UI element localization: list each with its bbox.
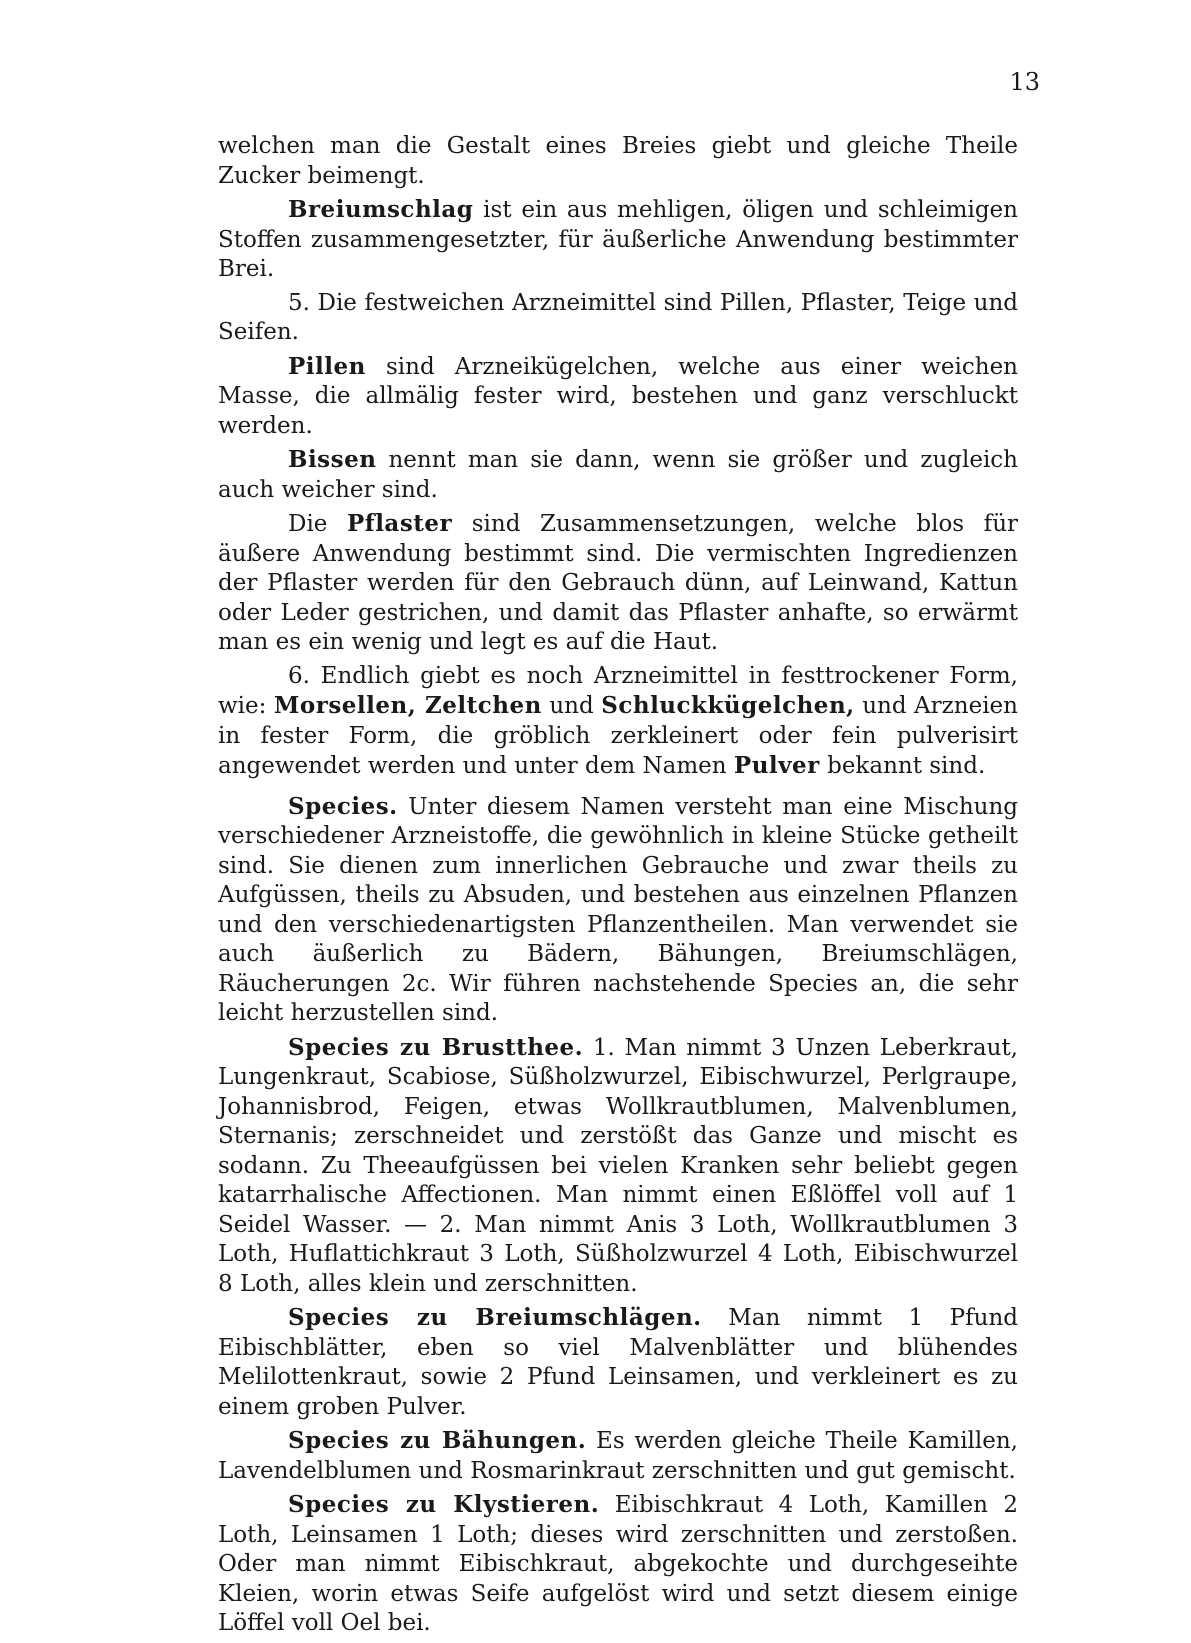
paragraph-text: Man nimmt 1 Pfund Eibischblätter, eben so viel Malvenblätter und blühendes Melilottenkraut, sowie 2 Pfund Leinsamen, und verkleinert es zu einem groben Pulver.	[218, 1305, 1018, 1420]
term-species-brustthee: Species zu Brustthee.	[288, 1033, 584, 1061]
term-pillen: Pillen	[288, 352, 366, 380]
page-number: 13	[1009, 68, 1040, 96]
body-text	[218, 132, 1018, 1643]
term-breiumschlag: Breiumschlag	[288, 196, 474, 223]
paragraph-text: ist ein aus mehligen, öligen und schleimigen Stoffen zusammengesetzter, für äußerliche Anwendung bestimmter Brei.	[218, 197, 1018, 282]
term-species-baehungen: Species zu Bähungen.	[288, 1427, 587, 1454]
paragraph-text: 1. Man nimmt 3 Unzen Leberkraut, Lungenkraut, Scabiose, Süßholzwurzel, Eibischwurzel, Perlgraupe, Johannisbrod, Feigen, etwas Wollkrautblumen, Malvenblumen, Sternanis; zerschneidet und zerstößt das Ganze und mischt es sodann. Zu Theeaufgüssen bei vielen Kranken sehr beliebt gegen katarrhalische Affectionen. Man nimmt einen Eßlöffel voll auf 1 Seidel Wasser. — 2. Man nimmt Anis 3 Loth, Wollkrautblumen 3 Loth, Huflattichkraut 3 Loth, Süßholzwurzel 4 Loth, Eibischwurzel 8 Loth, alles klein und zerschnitten.	[218, 1034, 1018, 1297]
paragraph-text: und Arzneien in fester Form, die gröblich zerkleinert oder fein pulverisirt angewendet werden und unter dem Namen	[218, 693, 1018, 779]
paragraph-breiumschlaegen	[218, 1303, 1018, 1422]
term-species-klystieren: Species zu Klystieren.	[288, 1491, 600, 1518]
paragraph-text: nennt man sie dann, wenn sie größer und zugleich auch weicher sind.	[218, 447, 1018, 503]
paragraph-text: und	[541, 693, 602, 719]
paragraph-text: welchen man die Gestalt eines Breies giebt und gleiche Theile Zucker beimengt.	[218, 133, 1018, 189]
paragraph-text: Eibischkraut 4 Loth, Kamillen 2 Loth, Leinsamen 1 Loth; dieses wird zerschnitten und zerstoßen. Oder man nimmt Eibischkraut, abgekochte und durchgeseihte Kleien, worin etwas Seife aufgelöst wird und setzt diesem einige Löffel voll Oel bei.	[218, 1492, 1018, 1636]
paragraph-text: Unter diesem Namen versteht man eine Mischung verschiedener Arzneistoffe, die gewöhnlich in kleine Stücke getheilt sind. Sie dienen zum innerlichen Gebrauche und zwar theils zu Aufgüssen, theils zu Absuden, und bestehen aus einzelnen Pflanzen und den verschiedenartigsten Pflanzentheilen. Man verwendet sie auch äußerlich zu Bädern, Bähungen, Breiumschlägen, Räucherungen 2c. Wir führen nachstehende Species an, die sehr leicht herzustellen sind.	[218, 793, 1018, 1026]
paragraph-text: 6. Endlich giebt es noch Arzneimittel in festtrockener Form, wie:	[218, 662, 1018, 719]
paragraph-text: Die	[288, 511, 347, 537]
paragraph-text: Es werden gleiche Theile Kamillen, Lavendelblumen und Rosmarinkraut zerschnitten und gut gemischt.	[218, 1428, 1018, 1484]
term-pflaster: Pflaster	[347, 510, 453, 537]
paragraph-bissen	[218, 445, 1018, 505]
paragraph-festtrockene	[218, 662, 1018, 782]
term-bissen: Bissen	[288, 446, 377, 473]
paragraph-klystieren	[218, 1490, 1018, 1639]
paragraph-text: 5. Die festweichen Arzneimittel sind Pillen, Pflaster, Teige und Seifen.	[218, 289, 1018, 345]
paragraph-text: sind Zusammensetzungen, welche blos für äußere Anwendung bestimmt sind. Die vermischten Ingredienzen der Pflaster werden für den Gebrauch dünn, auf Leinwand, Kattun oder Leder gestrichen, und damit das Pflaster anhafte, so erwärmt man es ein wenig und legt es auf die Haut.	[218, 511, 1018, 655]
paragraph-festweiche	[218, 289, 1018, 348]
paragraph-text: bekannt sind.	[819, 753, 986, 779]
term-species: Species.	[288, 792, 398, 820]
term-morsellen: Morsellen, Zeltchen	[273, 692, 542, 719]
paragraph	[218, 132, 1018, 191]
term-schluckkuegelchen: Schluckkügelchen,	[601, 692, 855, 719]
term-species-breiumschlaegen: Species zu Breiumschlägen.	[288, 1304, 702, 1331]
paragraph-pillen	[218, 352, 1018, 442]
paragraph-brustthee	[218, 1033, 1018, 1300]
term-pulver: Pulver	[733, 752, 820, 779]
paragraph-breiumschlag	[218, 195, 1018, 285]
paragraph-baehungen	[218, 1426, 1018, 1486]
paragraph-text: sind Arzneikügelchen, welche aus einer weichen Masse, die allmälig fester wird, bestehen und ganz verschluckt werden.	[218, 353, 1018, 439]
paragraph-species	[218, 792, 1018, 1029]
paragraph-pflaster	[218, 509, 1018, 658]
